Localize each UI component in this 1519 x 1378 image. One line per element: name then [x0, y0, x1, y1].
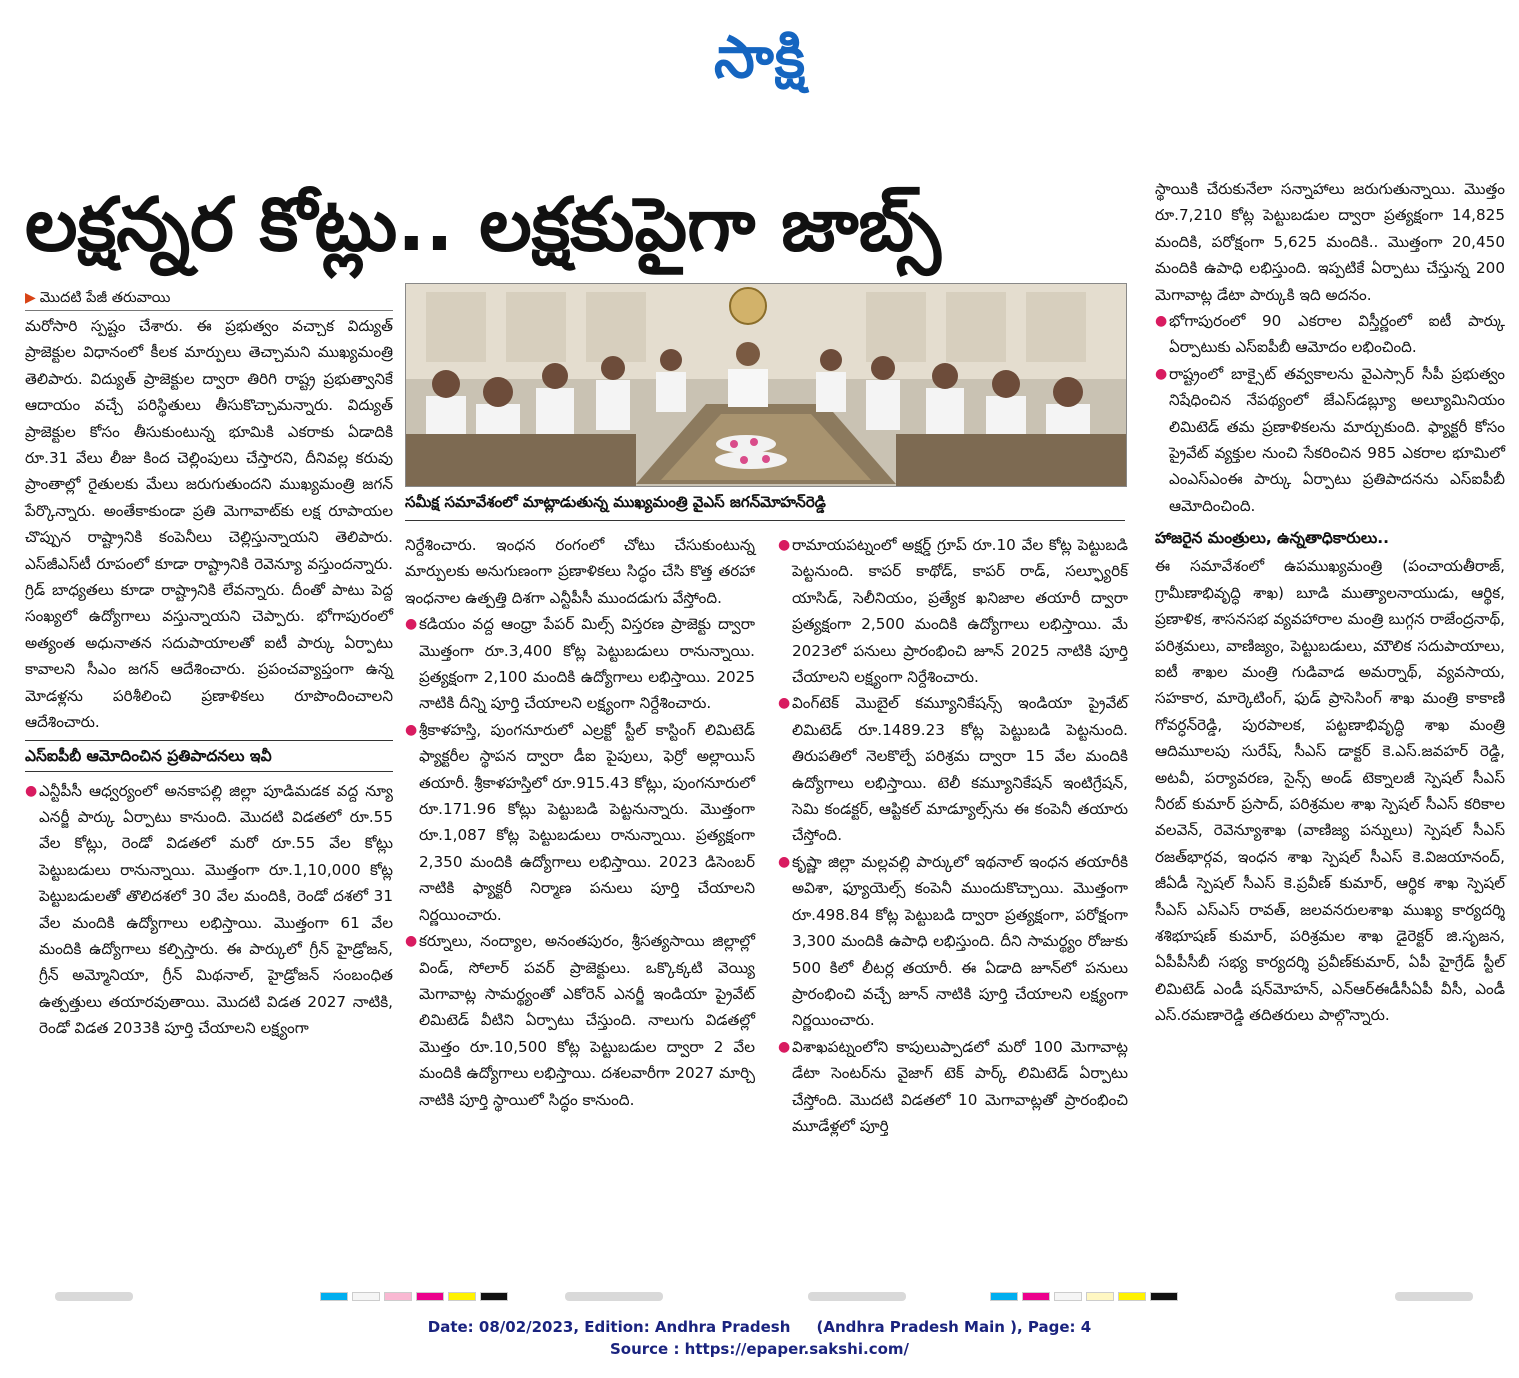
- swatch-yellow: [1118, 1292, 1146, 1301]
- photo-caption: సమీక్ష సమావేశంలో మాట్లాడుతున్న ముఖ్యమంత్రి వైఎస్ జగన్‌మోహన్‌రెడ్డి: [405, 488, 1125, 521]
- list-item: [405, 928, 755, 1113]
- article-photo: [405, 283, 1127, 487]
- list-item: [1155, 361, 1505, 519]
- swatch-magenta: [1022, 1292, 1050, 1301]
- bullet-icon: ●: [405, 721, 418, 738]
- paragraph: స్థాయికి చేరుకునేలా సన్నాహాలు జరుగుతున్నాయి. మొత్తం రూ.7,210 కోట్ల పెట్టుబడుల ద్వారా ప్రత్యక్షంగా 14,825 మందికి, పరోక్షంగా 5,625 మందికి.. మొత్తంగా 20,450 మందికి ఉపాధి లభిస్తుంది. ఇప్పటికే ఏర్పాటు చేస్తున్న 200 మెగావాట్ల డేటా పార్కుకి ఇది అదనం.: [1155, 180, 1505, 304]
- bullet-list: [25, 778, 393, 1042]
- color-bar-right: [990, 1292, 1182, 1301]
- meeting-photo-illustration: [406, 284, 1126, 486]
- section-subhead: హాజరైన మంత్రులు, ఉన్నతాధికారులు..: [1155, 529, 1389, 548]
- list-item-text: విశాఖపట్నంలోని కాపులుప్పాడలో మరో 100 మెగావాట్ల డేటా సెంటర్‌ను వైజాగ్ టెక్ పార్క్ లిమిటెడ్ ఏర్పాటు చేస్తోంది. మొదటి విడతలో 10 మెగావాట్లతో ప్రారంభించి మూడేళ్లలో పూర్తి: [792, 1037, 1128, 1135]
- bullet-icon: ●: [778, 1038, 791, 1055]
- column-4: [1155, 176, 1505, 1029]
- list-item-text: భోగాపురంలో 90 ఎకరాల విస్తీర్ణంలో ఐటీ పార్కు ఏర్పాటుకు ఎస్‌ఐపీబీ ఆమోదం లభించింది.: [1169, 312, 1505, 357]
- continued-from-front: [25, 286, 393, 311]
- list-item: [405, 611, 755, 717]
- swatch-magenta: [416, 1292, 444, 1301]
- bullet-icon: ●: [1155, 365, 1168, 382]
- bullet-icon: ●: [405, 933, 418, 950]
- section-subhead: ఎస్‌ఐపీబీ ఆమోదించిన ప్రతిపాదనలు ఇవీ: [25, 740, 393, 772]
- column-3: [778, 532, 1128, 1139]
- column-1: [25, 286, 393, 1042]
- bullet-list: [405, 611, 755, 1113]
- list-item-text: కడియం వద్ద ఆంధ్రా పేపర్ మిల్స్ విస్తరణ ప్రాజెక్టు ద్వారా మొత్తంగా రూ.3,400 కోట్ల పెట్టుబడులు రానున్నాయి. ప్రత్యక్షంగా 2,100 మందికి ఉద్యోగాలు లభిస్తాయి. 2025 నాటికి దీన్ని పూర్తి చేయాలని లక్ష్యంగా నిర్దేశించారు.: [419, 615, 755, 713]
- paragraph: ఈ సమావేశంలో ఉపముఖ్యమంత్రి (పంచాయతీరాజ్, గ్రామీణాభివృద్ధి శాఖ) బూడి ముత్యాలనాయుడు, ఆర్థిక, ప్రణాళిక, శాసనసభ వ్యవహారాల మంత్రి బుగ్గన రాజేంద్రనాథ్, పరిశ్రమలు, వాణిజ్యం, పెట్టుబడులు, మౌలిక సదుపాయాలు, ఐటీ శాఖల మంత్రి గుడివాడ అమర్నాథ్, వ్యవసాయ, సహకార, మార్కెటింగ్, ఫుడ్ ప్రాసెసింగ్ శాఖ మంత్రి కాకాణి గోవర్ధన్‌రెడ్డి, పురపాలక, పట్టణాభివృద్ధి శాఖ మంత్రి ఆదిమూలపు సురేష్, సీఎస్ డాక్టర్ కె.ఎస్.జవహర్ రెడ్డి, అటవీ, పర్యావరణ, సైన్స్ అండ్ టెక్నాలజీ స్పెషల్ సీఎస్ నీరబ్ కుమార్ ప్రసాద్, పరిశ్రమల శాఖ స్పెషల్ సీఎస్ కరికాల వలవెన్, రెవెన్యూశాఖ (వాణిజ్య పన్నులు) స్పెషల్ సీఎస్ రజత్‌భార్గవ, ఇంధన శాఖ స్పెషల్ సీఎస్ కె.విజయానంద్, జీఏడీ స్పెషల్ సీఎస్ కె.ప్రవీణ్ కుమార్, ఆర్థిక శాఖ స్పెషల్ సీఎస్ ఎస్ఎస్ రావత్, జలవనరులశాఖ ముఖ్య కార్యదర్శి శశిభూషణ్ కుమార్, పరిశ్రమల శాఖ డైరెక్టర్ జి.సృజన, ఏపీపీసీబీ సభ్య కార్యదర్శి ప్రవీణ్‌కుమార్, ఏపీ హైగ్రేడ్ స్టీల్ లిమిటెడ్ ఎండీ షన్‌మోహన్, ఎన్ఆర్ఈడీసీఏపీ వీసీ, ఎండీ ఎస్.రమణారెడ్డి తదితరులు పాల్గొన్నారు.: [1155, 557, 1505, 1025]
- list-item-text: రామాయపట్నంలో అక్షర్డ్ గ్రూప్ రూ.10 వేల కోట్ల పెట్టుబడి పెట్టనుంది. కాపర్ కాథోడ్, కాపర్ రాడ్, సల్ఫ్యూరిక్ యాసిడ్, సెలీనియం, ప్రత్యేక ఖనిజాల తయారీ ద్వారా ప్రత్యక్షంగా 2,500 మందికి ఉద్యోగాలు లభిస్తాయి. మే 2023లో పనులు ప్రారంభించి జూన్ 2025 నాటికి పూర్తి చేయాలని లక్ష్యంగా నిర్దేశించారు.: [792, 536, 1128, 687]
- list-item: [25, 778, 393, 1042]
- edition-info: Date: 08/02/2023, Edition: Andhra Pradesh (Andhra Pradesh Main ), Page: 4: [427, 1318, 1092, 1336]
- registration-strip-right: [1395, 1292, 1473, 1301]
- registration-strip-mid2: [808, 1292, 906, 1301]
- list-item-text: ఎన్టీపీసీ ఆధ్వర్యంలో అనకాపల్లి జిల్లా పూడిమడక వద్ద న్యూ ఎనర్జీ పార్కు ఏర్పాటు కానుంది. మొదటి విడతలో రూ.55 వేల కోట్లు, రెండో విడతలో మరో రూ.55 వేల కోట్లు పెట్టుబడులు రానున్నాయి. మొత్తంగా రూ.1,10,000 కోట్ల పెట్టుబడులతో తొలిదశలో 30 వేల మందికి, రెండో దశలో 31 వేల మందికి ఉద్యోగాలు లభిస్తాయి. మొత్తంగా 61 వేల మందికి ఉద్యోగాలు కల్పిస్తారు. ఈ పార్కులో గ్రీన్ హైడ్రోజన్, గ్రీన్ అమ్మోనియా, గ్రీన్ మిథనాల్, హైడ్రోజన్ సంబంధిత ఉత్పత్తులు తయారవుతాయి. మొదటి విడత 2027 నాటికి, రెండో విడత 2033కి పూర్తి చేయాలని లక్ష్యంగా: [39, 781, 393, 1038]
- paragraph: నిర్దేశించారు. ఇంధన రంగంలో చోటు చేసుకుంటున్న మార్పులకు అనుగుణంగా ప్రణాళికలు సిద్ధం చేసి కొత్త తరహా ఇంధనాల ఉత్పత్తి దిశగా ఎన్టీపీసీ ముందడుగు వేస్తోంది.: [405, 536, 755, 607]
- swatch-cyan: [990, 1292, 1018, 1301]
- bullet-icon: ●: [778, 695, 791, 712]
- swatch-white: [1054, 1292, 1082, 1301]
- registration-strip-mid: [565, 1292, 663, 1301]
- list-item: [1155, 308, 1505, 361]
- swatch-cream: [1086, 1292, 1114, 1301]
- color-bar-left: [320, 1292, 512, 1301]
- list-item: [778, 690, 1128, 848]
- column-2: [405, 532, 755, 1113]
- bullet-list: [1155, 308, 1505, 519]
- list-item: [778, 849, 1128, 1034]
- list-item-text: కృష్ణా జిల్లా మల్లవల్లి పార్కులో ఇథనాల్ ఇంధన తయారీకి అవిశా, ఫ్యూయెల్స్ కంపెనీ ముందుకొచ్చాయి. మొత్తంగా రూ.498.84 కోట్ల పెట్టుబడి ద్వారా ప్రత్యక్షంగా, పరోక్షంగా 3,300 మందికి ఉపాధి లభిస్తుంది. దీని సామర్థ్యం రోజుకు 500 కిలో లీటర్ల తయారీ. ఈ ఏడాది జూన్‌లో పనులు ప్రారంభించి వచ్చే జూన్ నాటికి పూర్తి చేయాలని లక్ష్యంగా నిర్ణయించారు.: [792, 852, 1128, 1030]
- bullet-list: [778, 532, 1128, 1139]
- list-item: [778, 1034, 1128, 1140]
- list-item: [405, 717, 755, 928]
- list-item-text: శ్రీకాళహస్తి, పుంగనూరులో ఎల్రక్టో స్టీల్ కాస్టింగ్ లిమిటెడ్ ఫ్యాక్టరీల స్థాపన ద్వారా డీఐ పైపులు, ఫెర్రో అల్లాయిస్ తయారీ. శ్రీకాళహస్తిలో రూ.915.43 కోట్లు, పుంగనూరులో రూ.171.96 కోట్లు పెట్టుబడి పెట్టనున్నారు. మొత్తంగా రూ.1,087 కోట్ల పెట్టుబడులు రానున్నాయి. ప్రత్యక్షంగా 2,350 మందికి ఉద్యోగాలు లభిస్తాయి. 2023 డిసెంబర్ నాటికి ఫ్యాక్టరీ నిర్మాణ పనులు పూర్తి చేయాలని నిర్ణయించారు.: [419, 720, 755, 924]
- headline: లక్షన్నర కోట్లు.. లక్షకుపైగా జాబ్స్: [25, 182, 941, 268]
- play-triangle-icon: ▶: [25, 290, 36, 306]
- swatch-white: [352, 1292, 380, 1301]
- swatch-black: [480, 1292, 508, 1301]
- logo-text: సాక్షి: [713, 23, 807, 91]
- bullet-icon: ●: [778, 853, 791, 870]
- bullet-icon: ●: [1155, 313, 1168, 330]
- swatch-pink: [384, 1292, 412, 1301]
- source-link[interactable]: Source : https://epaper.sakshi.com/: [609, 1340, 909, 1358]
- masthead-logo: [660, 22, 860, 92]
- list-item-text: రాష్ట్రంలో బాక్సైట్ తవ్వకాలను వైఎస్సార్ సీపీ ప్రభుత్వం నిషేధించిన నేపథ్యంలో జేఎస్‌డబ్ల్యూ అల్యూమినియం లిమిటెడ్ తమ ప్రణాళికలను మార్చుకుంది. ఫ్యాక్టరీ కోసం ప్రైవేట్ వ్యక్తుల నుంచి సేకరించిన 985 ఎకరాల భూమిలో ఎంఎస్‌ఎంఈ పార్కు ఏర్పాటు ప్రతిపాదనను ఎస్‌ఐపీబీ ఆమోదించింది.: [1169, 364, 1505, 515]
- bullet-icon: ●: [778, 537, 791, 553]
- swatch-cyan: [320, 1292, 348, 1301]
- registration-strip-left: [55, 1292, 133, 1301]
- bullet-icon: ●: [405, 616, 418, 633]
- swatch-yellow: [448, 1292, 476, 1301]
- list-item: [778, 532, 1128, 690]
- bullet-icon: ●: [25, 782, 38, 799]
- jump-label: మొదటి పేజీ తరువాయి: [39, 290, 171, 306]
- swatch-black: [1150, 1292, 1178, 1301]
- list-item-text: కర్నూలు, నంద్యాల, అనంతపురం, శ్రీసత్యసాయి జిల్లాల్లో విండ్, సోలార్ పవర్ ప్రాజెక్టులు. ఒక్కొక్కటి వెయ్యి మెగావాట్ల సామర్థ్యంతో ఎకోరెన్ ఎనర్జీ ఇండియా ప్రైవేట్ లిమిటెడ్ వీటిని ఏర్పాటు చేస్తుంది. నాలుగు విడతల్లో మొత్తం రూ.10,500 కోట్ల పెట్టుబడుల ద్వారా 2 వేల మందికి ఉద్యోగాలు లభిస్తాయి. దశలవారీగా 2027 మార్చి నాటికి పూర్తి స్థాయిలో సిద్ధం కానుంది.: [419, 932, 755, 1109]
- list-item-text: వింగ్‌టెక్ మొబైల్ కమ్యూనికేషన్స్ ఇండియా ప్రైవేట్ లిమిటెడ్ రూ.1489.23 కోట్ల పెట్టుబడి పెట్టనుంది. తిరుపతిలో నెలకొల్పే పరిశ్రమ ద్వారా 15 వేల మందికి ఉద్యోగాలు లభిస్తాయి. టెలీ కమ్యూనికేషన్ ఇంటిగ్రేషన్, సెమి కండక్టర్, ఆప్టికల్ మాడ్యూల్స్‌ను ఈ కంపెనీ తయారు చేస్తోంది.: [792, 694, 1128, 845]
- paragraph: మరోసారి స్పష్టం చేశారు. ఈ ప్రభుత్వం వచ్చాక విద్యుత్ ప్రాజెక్టుల విధానంలో కీలక మార్పులు తెచ్చామని ముఖ్యమంత్రి తెలిపారు. విద్యుత్ ప్రాజెక్టుల ద్వారా తిరిగి రాష్ట్ర ప్రభుత్వానికే ఆదాయం వచ్చే పరిస్థితులు తీసుకొచ్చామన్నారు. విద్యుత్ ప్రాజెక్టుల కోసం తీసుకుంటున్న భూమికి ఎకరాకు ఏడాదికి రూ.31 వేలు లీజు కింద చెల్లింపులు చేస్తారని, దీనివల్ల కరువు ప్రాంతాల్లో రైతులకు మేలు జరుగుతుందని ముఖ్యమంత్రి జగన్ పేర్కొన్నారు. అంతేకాకుండా ప్రతి మెగావాట్‌కు లక్ష రూపాయల చొప్పున రాష్ట్రానికి కంపెనీలు చెల్లిస్తున్నాయని తెలిపారు. ఎస్‌జీఎస్‌టీ రూపంలో కూడా రాష్ట్రానికి రెవెన్యూ వస్తుందన్నారు. గ్రిడ్ బాధ్యతలు కూడా రాష్ట్రానికి లేవన్నారు. దీంతో పాటు పెద్ద సంఖ్యలో ఉద్యోగాలు వస్తున్నాయని చెప్పారు. భోగాపురంలో అత్యంత అధునాతన సదుపాయాలతో ఐటీ పార్కు ఏర్పాటు కావాలని సీఎం జగన్ ఆదేశించారు. ప్రపంచవ్యాప్తంగా ఉన్న మోడళ్లను పరిశీలించి ప్రణాళికలు రూపొందించాలని ఆదేశించారు.: [25, 317, 393, 732]
